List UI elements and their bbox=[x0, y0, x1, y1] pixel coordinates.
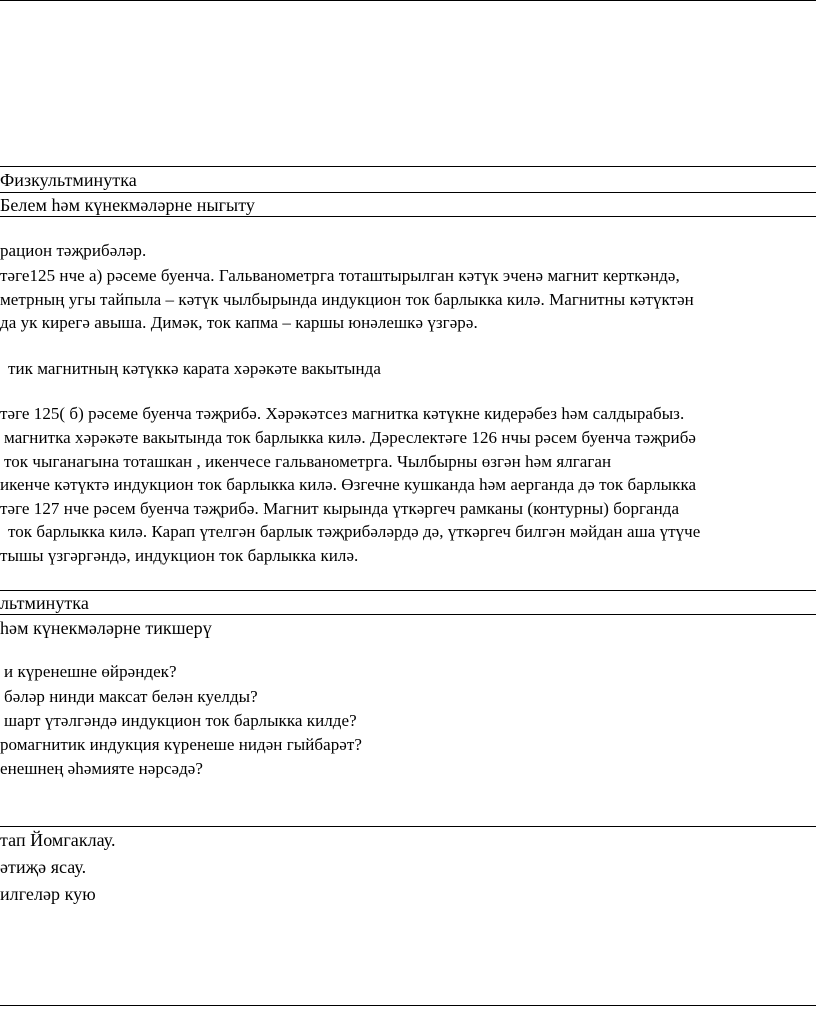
paragraph-line: икенче кәтүктә индукцион ток барлыкка килә. Өзгечне кушканда һәм аерганда дә ток барлыкка bbox=[0, 475, 697, 494]
section-header-fizkultminutka-2: льтминутка bbox=[0, 593, 89, 613]
paragraph-line: магнитка хәрәкәте вакытында ток барлыкка килә. Дәреслектәге 126 нчы рәсем буенча тәҗрибә bbox=[4, 428, 696, 447]
question-item: бәләр нинди максат белән куелды? bbox=[4, 687, 258, 706]
table-rule bbox=[0, 590, 816, 591]
top-border bbox=[0, 0, 816, 1]
paragraph-line: метрның угы тайпыла – кәтүк чылбырында индукцион ток барлыкка килә. Магнитны кәтүктән bbox=[0, 290, 694, 309]
bottom-rule bbox=[0, 1005, 816, 1006]
question-item: ромагнитик индукция күренеше нидән гыйбарәт? bbox=[0, 735, 362, 754]
final-stage-line: илгеләр кую bbox=[0, 884, 96, 904]
table-rule bbox=[0, 614, 816, 615]
table-rule bbox=[0, 192, 816, 193]
question-item: енешнең әһәмияте нәрсәдә? bbox=[0, 759, 203, 778]
paragraph-line: тик магнитның кәтүккә карата хәрәкәте вакытында bbox=[8, 359, 381, 378]
final-stage-line: әтиҗә ясау. bbox=[0, 857, 87, 877]
paragraph-line: тышы үзгәргәндә, индукцион ток барлыкка килә. bbox=[0, 546, 359, 565]
paragraph-line: рацион тәҗрибәләр. bbox=[0, 241, 147, 260]
section-header-fizkultminutka: Физкультминутка bbox=[0, 170, 137, 190]
paragraph-line: тәге 127 нче рәсем буенча тәҗрибә. Магнит кырында үткәргеч рамканы (контурны) борганда bbox=[0, 499, 680, 518]
paragraph-line: тәге 125( б) рәсеме буенча тәҗрибә. Хәрәкәтсез магнитка кәтүкне кидерәбез һәм салдырабыз. bbox=[0, 404, 685, 423]
paragraph-line: ток чыганагына тоташкан , икенчесе гальванометрга. Чылбырны өзгән һәм ялгаган bbox=[4, 452, 612, 471]
question-item: шарт үтәлгәндә индукцион ток барлыкка килде? bbox=[4, 711, 357, 730]
paragraph-line: да ук кирегә авыша. Димәк, ток капма – каршы юнәлешкә үзгәрә. bbox=[0, 313, 478, 332]
table-rule bbox=[0, 166, 816, 167]
table-rule bbox=[0, 216, 816, 217]
section-header-check: һәм күнекмәләрне тикшерү bbox=[0, 618, 212, 638]
section-header-reinforcement: Белем һәм күнекмәләрне ныгыту bbox=[0, 195, 255, 215]
question-item: и күренешне өйрәндек? bbox=[4, 662, 177, 681]
final-stage-line: тап Йомгаклау. bbox=[0, 830, 116, 850]
table-rule bbox=[0, 826, 816, 827]
paragraph-line: тәге125 нче а) рәсеме буенча. Гальванометрга тоташтырылган кәтүк эченә магнит керткәндә, bbox=[0, 266, 680, 285]
paragraph-line: ток барлыкка килә. Карап үтелгән барлык тәҗрибәләрдә дә, үткәргеч билгән мәйдан аша үтүче bbox=[8, 522, 701, 541]
